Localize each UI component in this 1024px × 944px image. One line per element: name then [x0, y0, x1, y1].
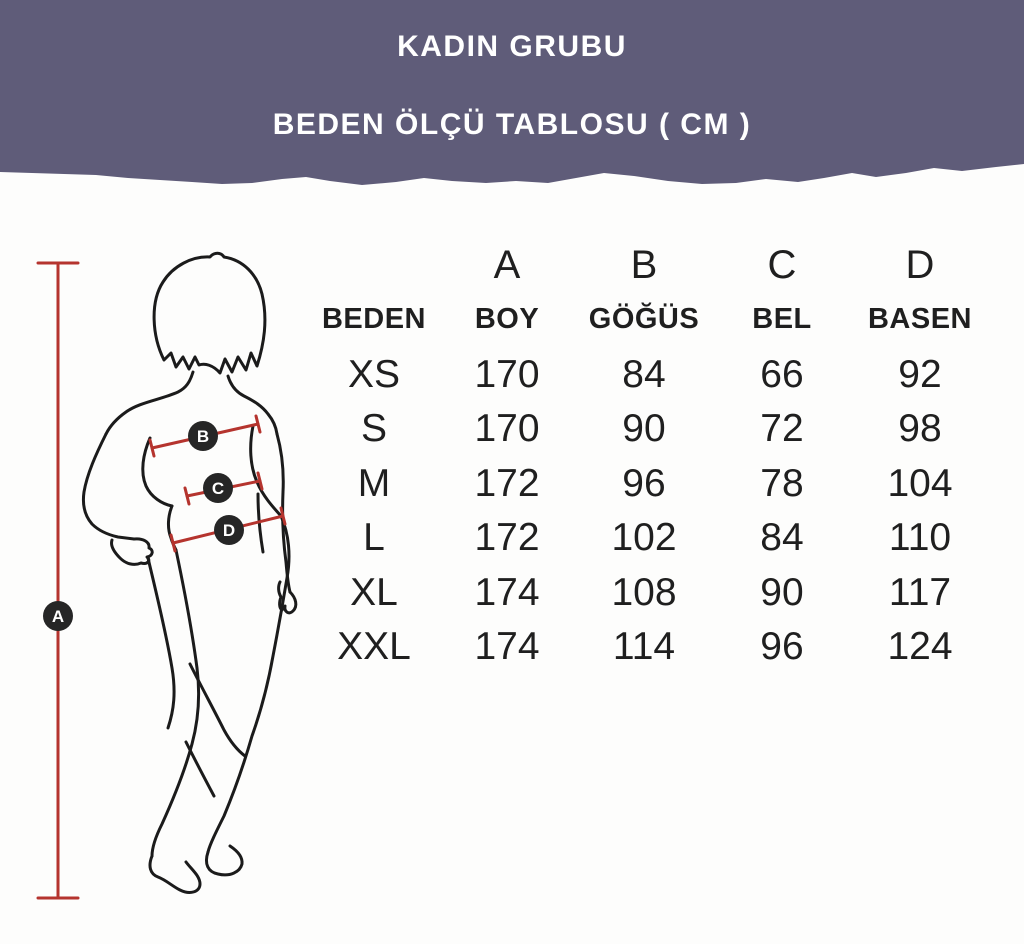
value-cell: 96 [622, 461, 666, 505]
value-cell: 104 [887, 461, 953, 505]
hip-line-left-tick [171, 535, 175, 551]
measurement-figure [0, 240, 340, 930]
size-label: L [363, 516, 385, 560]
size-label: S [360, 407, 387, 451]
col-header-basen: BASEN [867, 303, 972, 336]
value-cell: 78 [760, 461, 804, 505]
letter-cell-B: B [630, 243, 658, 288]
page-title-table: BEDEN ÖLÇÜ TABLOSU ( CM ) [272, 108, 752, 141]
col-header-boy: BOY [474, 303, 540, 336]
page-title-group: KADIN GRUBU [397, 30, 627, 63]
value-cell: 66 [760, 352, 804, 396]
marker-letter-C: C [211, 479, 225, 498]
col-header-bel: BEL [752, 303, 812, 336]
value-cell: 110 [888, 516, 952, 560]
size-label: XL [350, 570, 398, 614]
value-cell: 98 [898, 407, 942, 451]
value-cell: 92 [898, 352, 942, 396]
size-label: XS [347, 352, 401, 396]
value-cell: 124 [887, 625, 953, 669]
value-cell: 102 [611, 516, 677, 560]
value-cell: 172 [474, 461, 540, 505]
value-cell: 117 [888, 570, 952, 614]
value-cell: 172 [474, 516, 540, 560]
value-cell: 174 [474, 625, 540, 669]
value-cell: 90 [760, 570, 804, 614]
waist-line-left-tick [185, 488, 189, 504]
value-cell: 84 [622, 352, 666, 396]
size-label: XXL [337, 625, 411, 669]
letter-cell-C: C [767, 243, 797, 288]
value-cell: 108 [611, 570, 677, 614]
bust-line-left-tick [150, 440, 154, 456]
marker-letter-A: A [51, 607, 65, 626]
marker-letter-B: B [196, 427, 210, 446]
body-outline [83, 253, 295, 892]
value-cell: 90 [622, 407, 666, 451]
value-cell: 96 [760, 625, 804, 669]
value-cell: 170 [474, 352, 540, 396]
letter-cell-D: D [905, 243, 935, 288]
col-header-beden: BEDEN [321, 303, 426, 336]
value-cell: 170 [474, 407, 540, 451]
value-cell: 174 [474, 570, 540, 614]
value-cell: 114 [612, 625, 676, 669]
letter-cell-A: A [493, 243, 521, 288]
bust-line-right-tick [256, 416, 260, 432]
marker-letter-D: D [222, 521, 236, 540]
col-header-gogus: GÖĞÜS [588, 303, 700, 336]
header-banner [0, 0, 1024, 200]
size-table [308, 238, 1010, 674]
value-cell: 72 [760, 407, 804, 451]
value-cell: 84 [760, 516, 804, 560]
woman-outline-illustration [0, 240, 340, 930]
size-label: M [357, 461, 391, 505]
